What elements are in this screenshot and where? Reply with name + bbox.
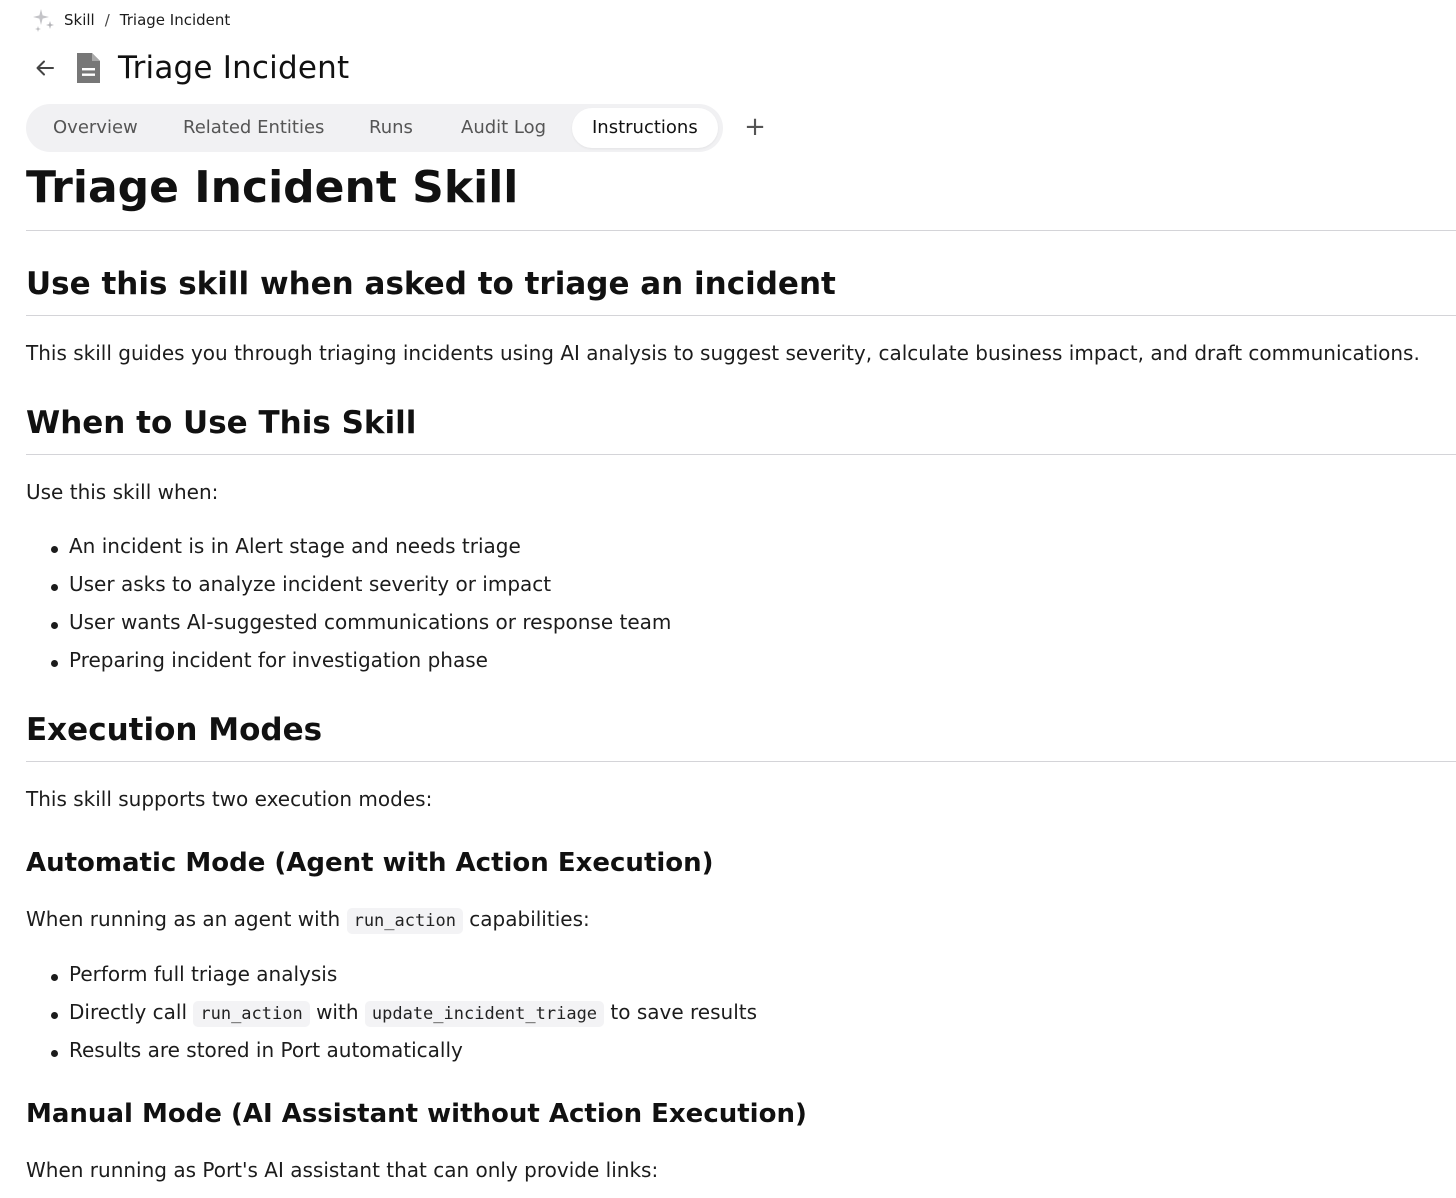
inline-code: run_action [347, 908, 463, 934]
paragraph: This skill supports two execution modes: [26, 787, 433, 811]
divider [26, 761, 1456, 762]
inline-code: update_incident_triage [365, 1001, 604, 1027]
divider [26, 315, 1456, 316]
back-arrow-icon[interactable] [32, 55, 58, 81]
subsection-heading: Manual Mode (AI Assistant without Action Execution) [26, 1099, 807, 1129]
paragraph: When running as an agent with run_action capabilities: [26, 907, 590, 931]
document-icon [74, 51, 102, 85]
section-heading: Execution Modes [26, 712, 323, 748]
paragraph: When running as Port's AI assistant that can only provide links: [26, 1158, 659, 1182]
section-heading: Use this skill when asked to triage an incident [26, 266, 836, 302]
divider [26, 230, 1456, 231]
add-tab-icon[interactable]: + [744, 112, 766, 142]
page-header [32, 46, 349, 90]
subsection-heading: Automatic Mode (Agent with Action Execution) [26, 848, 714, 878]
tab-runs[interactable]: Runs [369, 117, 413, 138]
tab-bar [26, 104, 723, 152]
tab-instructions[interactable]: Instructions [572, 108, 718, 148]
tab-overview[interactable]: Overview [53, 117, 138, 138]
tab-audit-log[interactable]: Audit Log [461, 117, 547, 138]
divider [26, 454, 1456, 455]
tab-related-entities[interactable]: Related Entities [183, 117, 325, 138]
breadcrumb-skill-link[interactable]: Skill [64, 11, 95, 29]
breadcrumb-current[interactable]: Triage Incident [119, 11, 231, 29]
sparkle-icon [32, 7, 56, 33]
paragraph: Use this skill when: [26, 480, 219, 504]
breadcrumb [32, 6, 230, 34]
inline-code: run_action [193, 1001, 309, 1027]
section-heading: When to Use This Skill [26, 405, 417, 441]
doc-title: Triage Incident Skill [26, 162, 519, 213]
paragraph: This skill guides you through triaging incidents using AI analysis to suggest severity, calculate business impact, and draft communications. [26, 341, 1420, 365]
page-title: Triage Incident [118, 50, 350, 86]
breadcrumb-separator: / [104, 11, 110, 29]
